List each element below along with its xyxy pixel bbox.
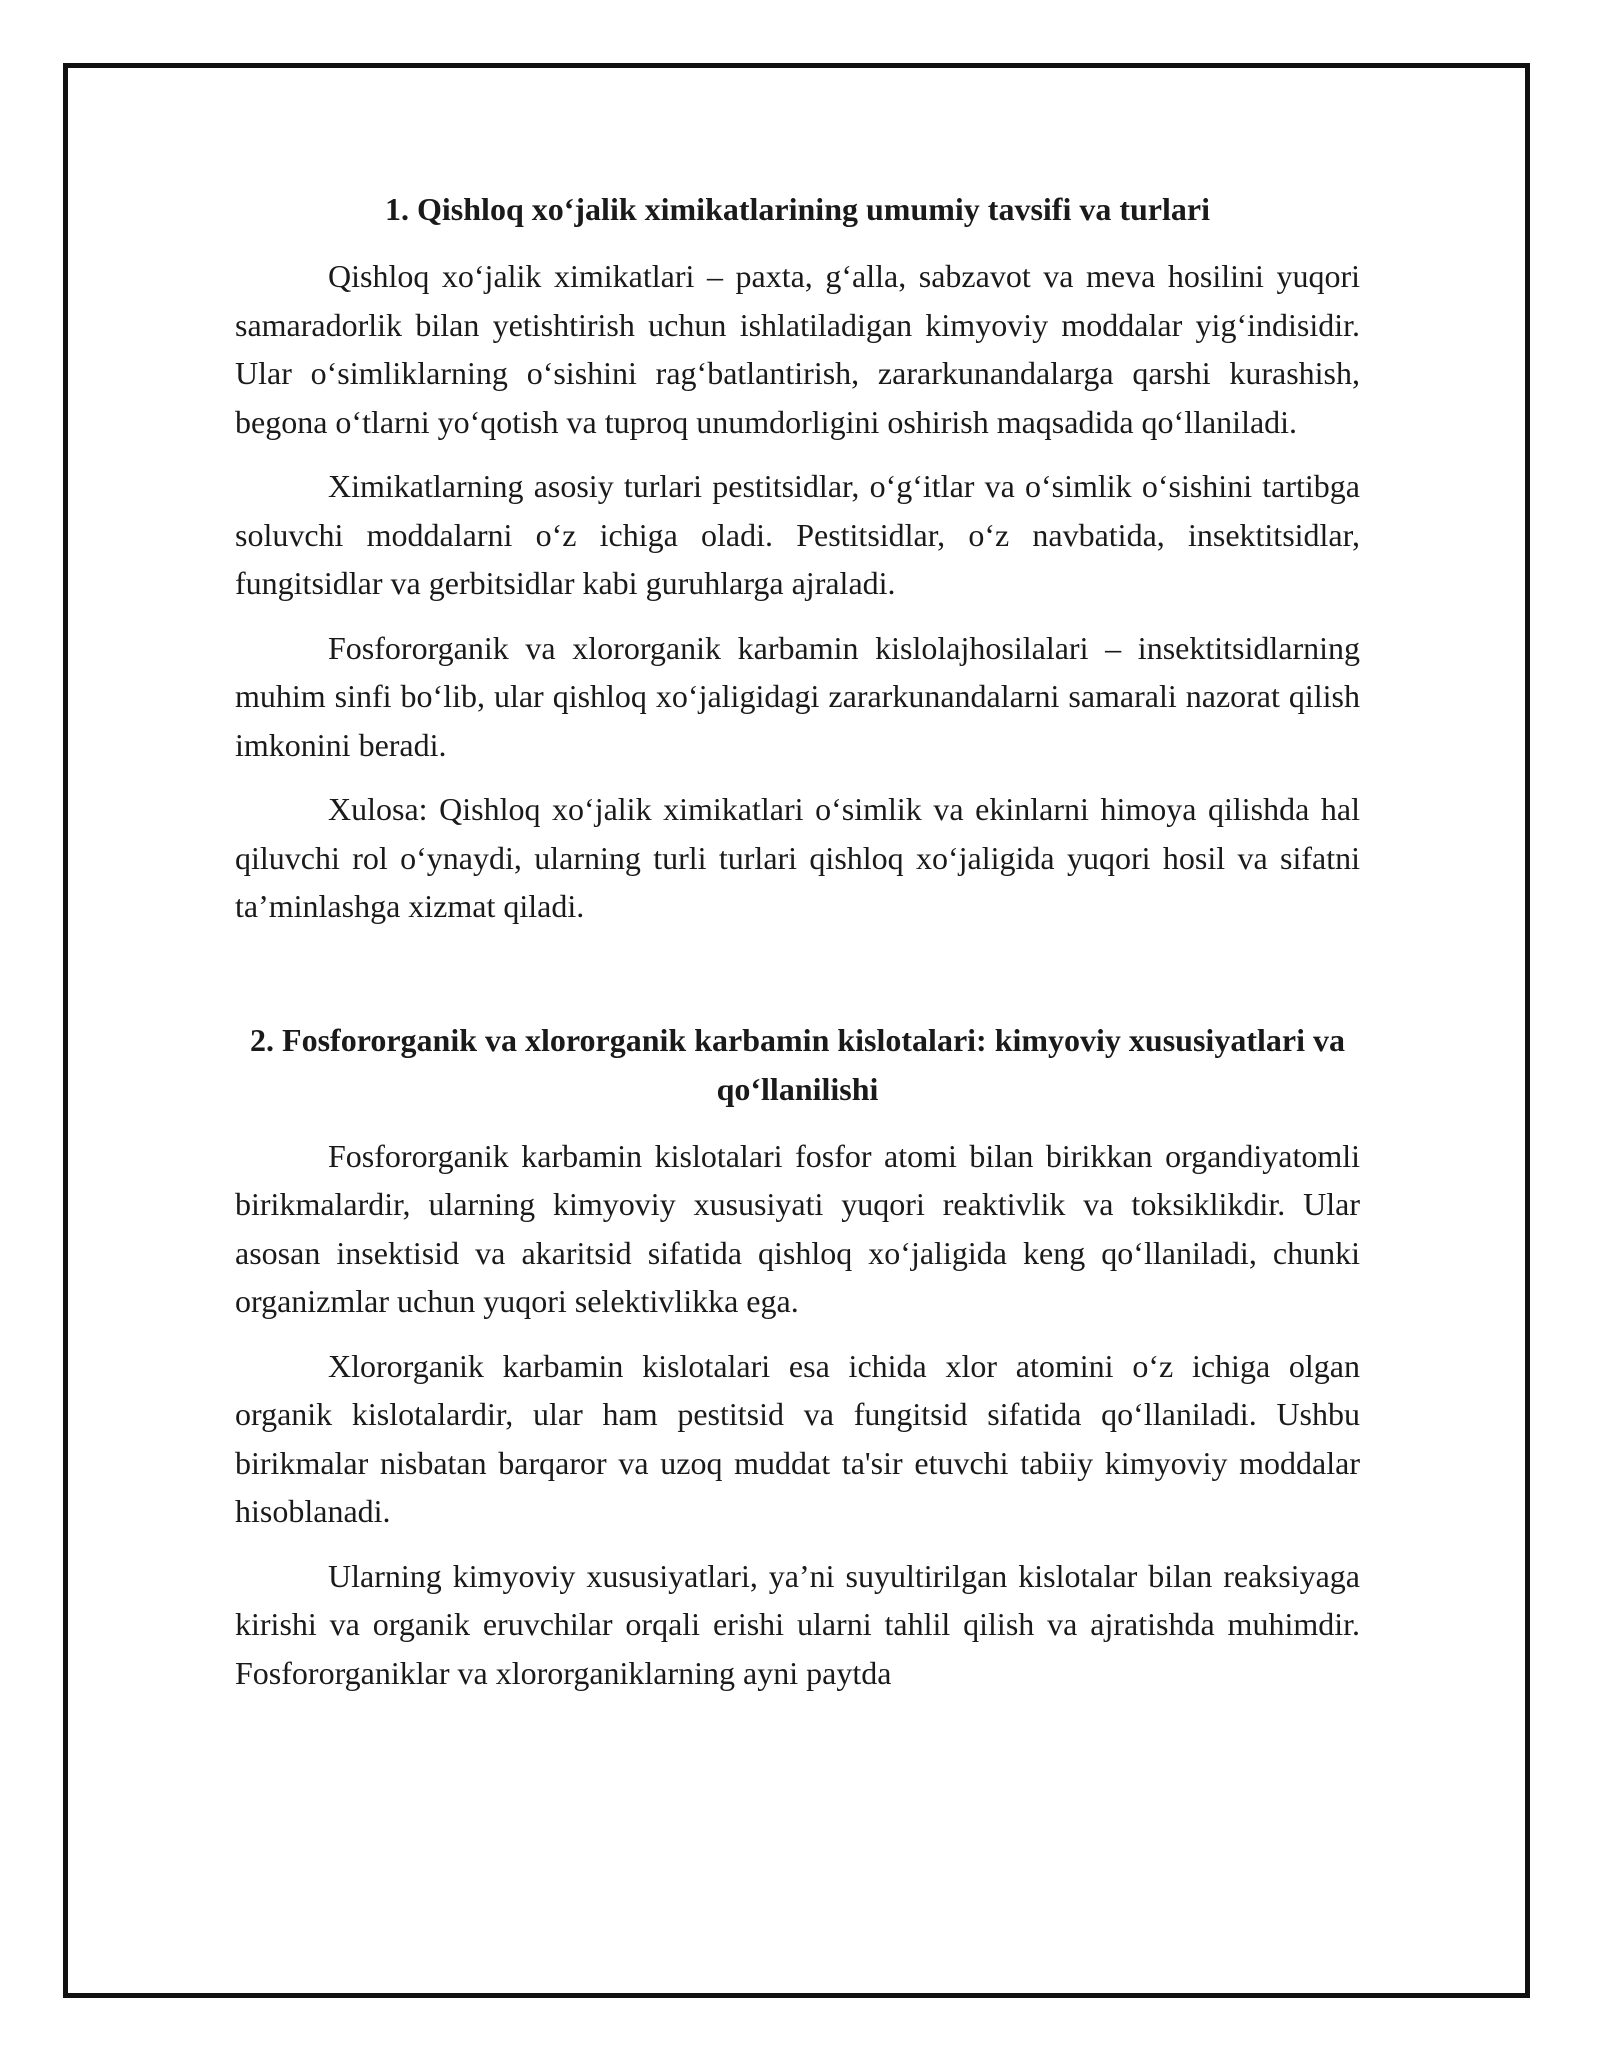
section-1-paragraph-2: Ximikatlarning asosiy turlari pestitsidlar, o‘g‘itlar va o‘simlik o‘sishini tartibga soluvchi moddalarni o‘z ichiga oladi. Pestitsidlar, o‘z navbatida, insektitsidlar, fungitsidlar va gerbitsidlar kabi guruhlarga ajraladi. xyxy=(235,468,1360,601)
section-2-title: 2. Fosfororganik va xlororganik karbamin kislotalari: kimyoviy xususiyatlari va qo‘llanilishi xyxy=(250,1021,1345,1107)
section-1-paragraph-4: Xulosa: Qishloq xo‘jalik ximikatlari o‘simlik va ekinlarni himoya qilishda hal qiluvchi rol o‘ynaydi, ularning turli turlari qishloq xo‘jaligida yuqori hosil va sifatni ta’minlashga xizmat qiladi. xyxy=(235,791,1360,924)
section-2-paragraph-2: Xlororganik karbamin kislotalari esa ichida xlor atomini o‘z ichiga olgan organik kislotalardir, ular ham pestitsid va fungitsid sifatida qo‘llaniladi. Ushbu birikmalar nisbatan barqaror va uzoq muddat ta'sir etuvchi tabiiy kimyoviy moddalar hisoblanadi. xyxy=(235,1347,1360,1529)
section-1-title: 1. Qishloq xo‘jalik ximikatlarining umumiy tavsifi va turlari xyxy=(385,191,1210,227)
section-1-paragraph-1: Qishloq xo‘jalik ximikatlari – paxta, g‘alla, sabzavot va meva hosilini yuqori samaradorlik bilan yetishtirish uchun ishlatiladigan kimyoviy moddalar yig‘indisidir. Ular o‘simliklarning o‘sishini rag‘batlantirish, zararkunandalarga qarshi kurashish, begona o‘tlarni yo‘qotish va tuproq unumdorligini oshirish maqsadida qo‘llaniladi. xyxy=(235,258,1360,440)
document-body xyxy=(235,185,1360,1713)
section-2-paragraph-3: Ularning kimyoviy xususiyatlari, ya’ni suyultirilgan kislotalar bilan reaksiyaga kirishi va organik eruvchilar orqali erishi ularni tahlil qilish va ajratishda muhimdir. Fosfororganiklar va xlororganiklarning ayni paytda xyxy=(235,1557,1360,1691)
section-2-paragraph-1: Fosfororganik karbamin kislotalari fosfor atomi bilan birikkan organdiyatomli birikmalardir, ularning kimyoviy xususiyati yuqori reaktivlik va toksiklikdir. Ular asosan insektisid va akaritsid sifatida qishloq xo‘jaligida keng qo‘llaniladi, chunki organizmlar uchun yuqori selektivlikka ega. xyxy=(235,1137,1360,1319)
section-1-paragraph-3: Fosfororganik va xlororganik karbamin kislolajhosilalari – insektitsidlarning muhim sinfi bo‘lib, ular qishloq xo‘jaligidagi zararkunandalarni samarali nazorat qilish imkonini beradi. xyxy=(235,629,1360,763)
